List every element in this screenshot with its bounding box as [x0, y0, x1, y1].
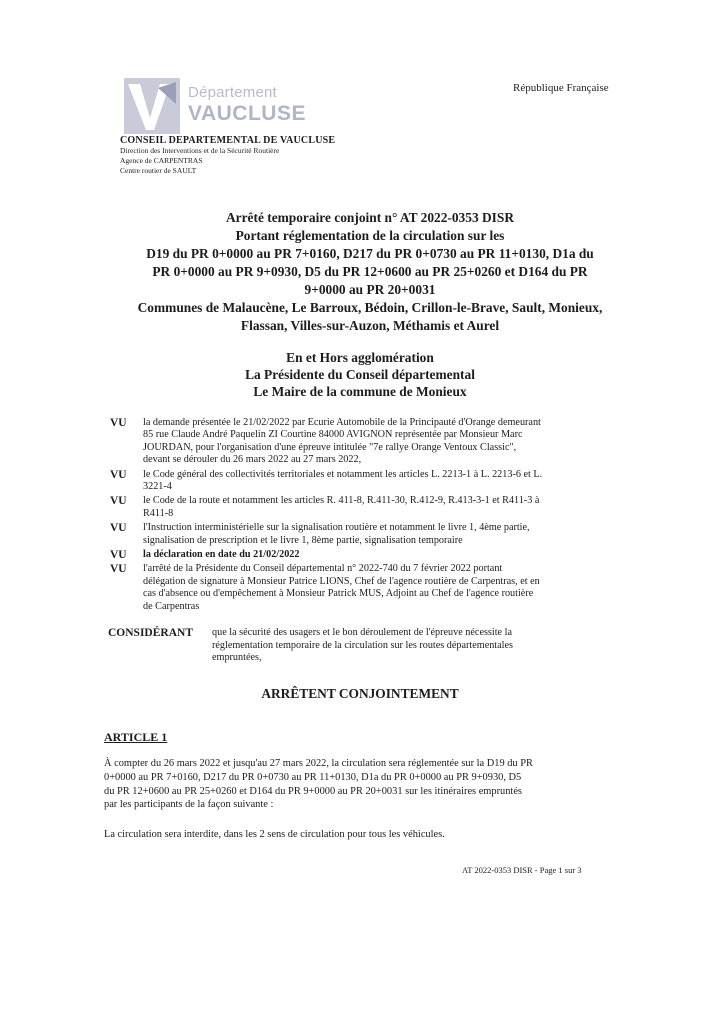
vu-label: VU: [110, 549, 127, 562]
vu-line: la demande présentée le 21/02/2022 par Ecurie Automobile de la Principauté d'Orange demeurant: [143, 417, 541, 428]
vu-line: JOURDAN, pour l'organisation d'une épreuve intitulée "7e rallye Orange Ventoux Classic",: [143, 441, 517, 453]
considerant-line: empruntées,: [212, 652, 262, 664]
considerant-line: réglementation temporaire de la circulation sur les routes départementales: [212, 639, 513, 651]
title-line: Portant réglementation de la circulation sur les: [235, 228, 505, 243]
vu-line: le Code général des collectivités territoriales et notamment les articles L. 2213-1 à L. 2213-6 et L.: [143, 468, 543, 480]
vu-label: VU: [110, 495, 127, 508]
vu-text: [143, 417, 630, 467]
vu-line: 85 rue Claude André Paquelin ZI Courtine 84000 AVIGNON représentée par Monsieur Marc: [143, 429, 523, 441]
vu-label: VU: [110, 468, 127, 481]
article-line: du PR 12+0600 au PR 25+0260 et D164 du PR 9+0000 au PR 20+0031 sur les itinéraires empruntés: [104, 785, 522, 797]
vu-item: [110, 522, 630, 547]
vu-line: délégation de signature à Monsieur Patrice LIONS, Chef de l'agence routière de Carpentras, et en: [143, 575, 540, 587]
decree-title: [90, 209, 650, 335]
org-line: Agence de CARPENTRAS: [120, 156, 203, 165]
org-name: CONSEIL DEPARTEMENTAL DE VAUCLUSE: [120, 135, 336, 146]
arretent-heading: ARRÊTENT CONJOINTEMENT: [261, 686, 459, 701]
vu-item: [110, 563, 630, 613]
logo-text-vaucluse: VAUCLUSE: [188, 102, 306, 125]
vu-item: [110, 549, 630, 561]
vu-line: la déclaration en date du 21/02/2022: [143, 549, 300, 561]
vu-text: [143, 563, 630, 613]
vu-text: [143, 549, 630, 561]
considerant-text: [212, 627, 628, 665]
vu-line: devant se dérouler du 26 mars 2022 au 27 mars 2022,: [143, 454, 362, 466]
vu-text: [143, 495, 630, 520]
title-line: 9+0000 au PR 20+0031: [304, 282, 436, 297]
vu-text: [143, 469, 630, 494]
vu-line: cas d'absence ou d'empêchement à Monsieur Patrick MUS, Adjoint au Chef de l'agence routière: [143, 588, 534, 600]
article-1-restriction: La circulation sera interdite, dans les 2 sens de circulation pour tous les véhicules.: [104, 829, 445, 840]
authorities-block: [160, 349, 560, 400]
title-line: D19 du PR 0+0000 au PR 7+0160, D217 du PR 0+0730 au PR 11+0130, D1a du: [146, 246, 594, 261]
title-line: Flassan, Villes-sur-Auzon, Méthamis et Aurel: [240, 318, 500, 333]
vu-item: [110, 495, 630, 520]
republique-francaise: République Française: [513, 82, 609, 94]
issuing-organization: [120, 136, 335, 176]
vu-label: VU: [110, 417, 127, 429]
vu-line: signalisation de prescription et le livre 1, 8ème partie, signalisation temporaire: [143, 534, 463, 546]
subtitle-line: En et Hors agglomération: [286, 350, 434, 365]
article-line: par les participants de la façon suivante :: [104, 799, 274, 811]
vu-list: [110, 417, 630, 615]
title-line: Arrêté temporaire conjoint n° AT 2022-0353 DISR: [225, 210, 514, 225]
vu-line: l'Instruction interministérielle sur la signalisation routière et notamment le livre 1, 4ème partie,: [143, 522, 530, 534]
title-line: PR 0+0000 au PR 9+0930, D5 du PR 12+0600 au PR 25+0260 et D164 du PR: [152, 264, 588, 279]
logo-text-departement: Département: [188, 84, 277, 101]
vaucluse-logo: [124, 78, 306, 134]
article-line: 0+0000 au PR 7+0160, D217 du PR 0+0730 au PR 11+0130, D1a du PR 0+0000 au PR 9+0930, D5: [104, 771, 522, 783]
vu-line: 3221-4: [143, 481, 172, 493]
vu-line: R411-8: [143, 507, 174, 519]
vu-line: de Carpentras: [143, 600, 200, 612]
title-line: Communes de Malaucène, Le Barroux, Bédoin, Crillon-le-Brave, Sault, Monieux,: [137, 300, 603, 315]
considerant-label: CONSIDÉRANT: [108, 627, 193, 639]
considerant-line: que la sécurité des usagers et le bon déroulement de l'épreuve nécessite la: [212, 627, 512, 638]
department-logo-icon: [124, 78, 180, 134]
vu-label: VU: [110, 522, 127, 535]
article-1-title: ARTICLE 1: [104, 730, 168, 744]
vu-line: le Code de la route et notamment les articles R. 411-8, R.411-30, R.412-9, R.413-3-1 et R411-3 à: [143, 495, 540, 507]
vu-item: [110, 417, 630, 467]
vu-label: VU: [110, 563, 127, 576]
vu-text: [143, 522, 630, 547]
subtitle-line: Le Maire de la commune de Monieux: [253, 384, 467, 399]
org-line: Direction des Interventions et de la Sécurité Routière: [120, 146, 280, 155]
vu-line: l'arrêté de la Présidente du Conseil départemental n° 2022-740 du 7 février 2022 portant: [143, 563, 503, 575]
org-line: Centre routier de SAULT: [120, 166, 197, 175]
vu-item: [110, 469, 630, 494]
article-line: À compter du 26 mars 2022 et jusqu'au 27 mars 2022, la circulation sera réglementée sur la D19 du PR: [104, 758, 533, 769]
article-1-body: [104, 757, 624, 812]
subtitle-line: La Présidente du Conseil départemental: [245, 367, 475, 382]
page-footer: AT 2022-0353 DISR - Page 1 sur 3: [462, 865, 582, 875]
considerant-block: [108, 627, 628, 665]
